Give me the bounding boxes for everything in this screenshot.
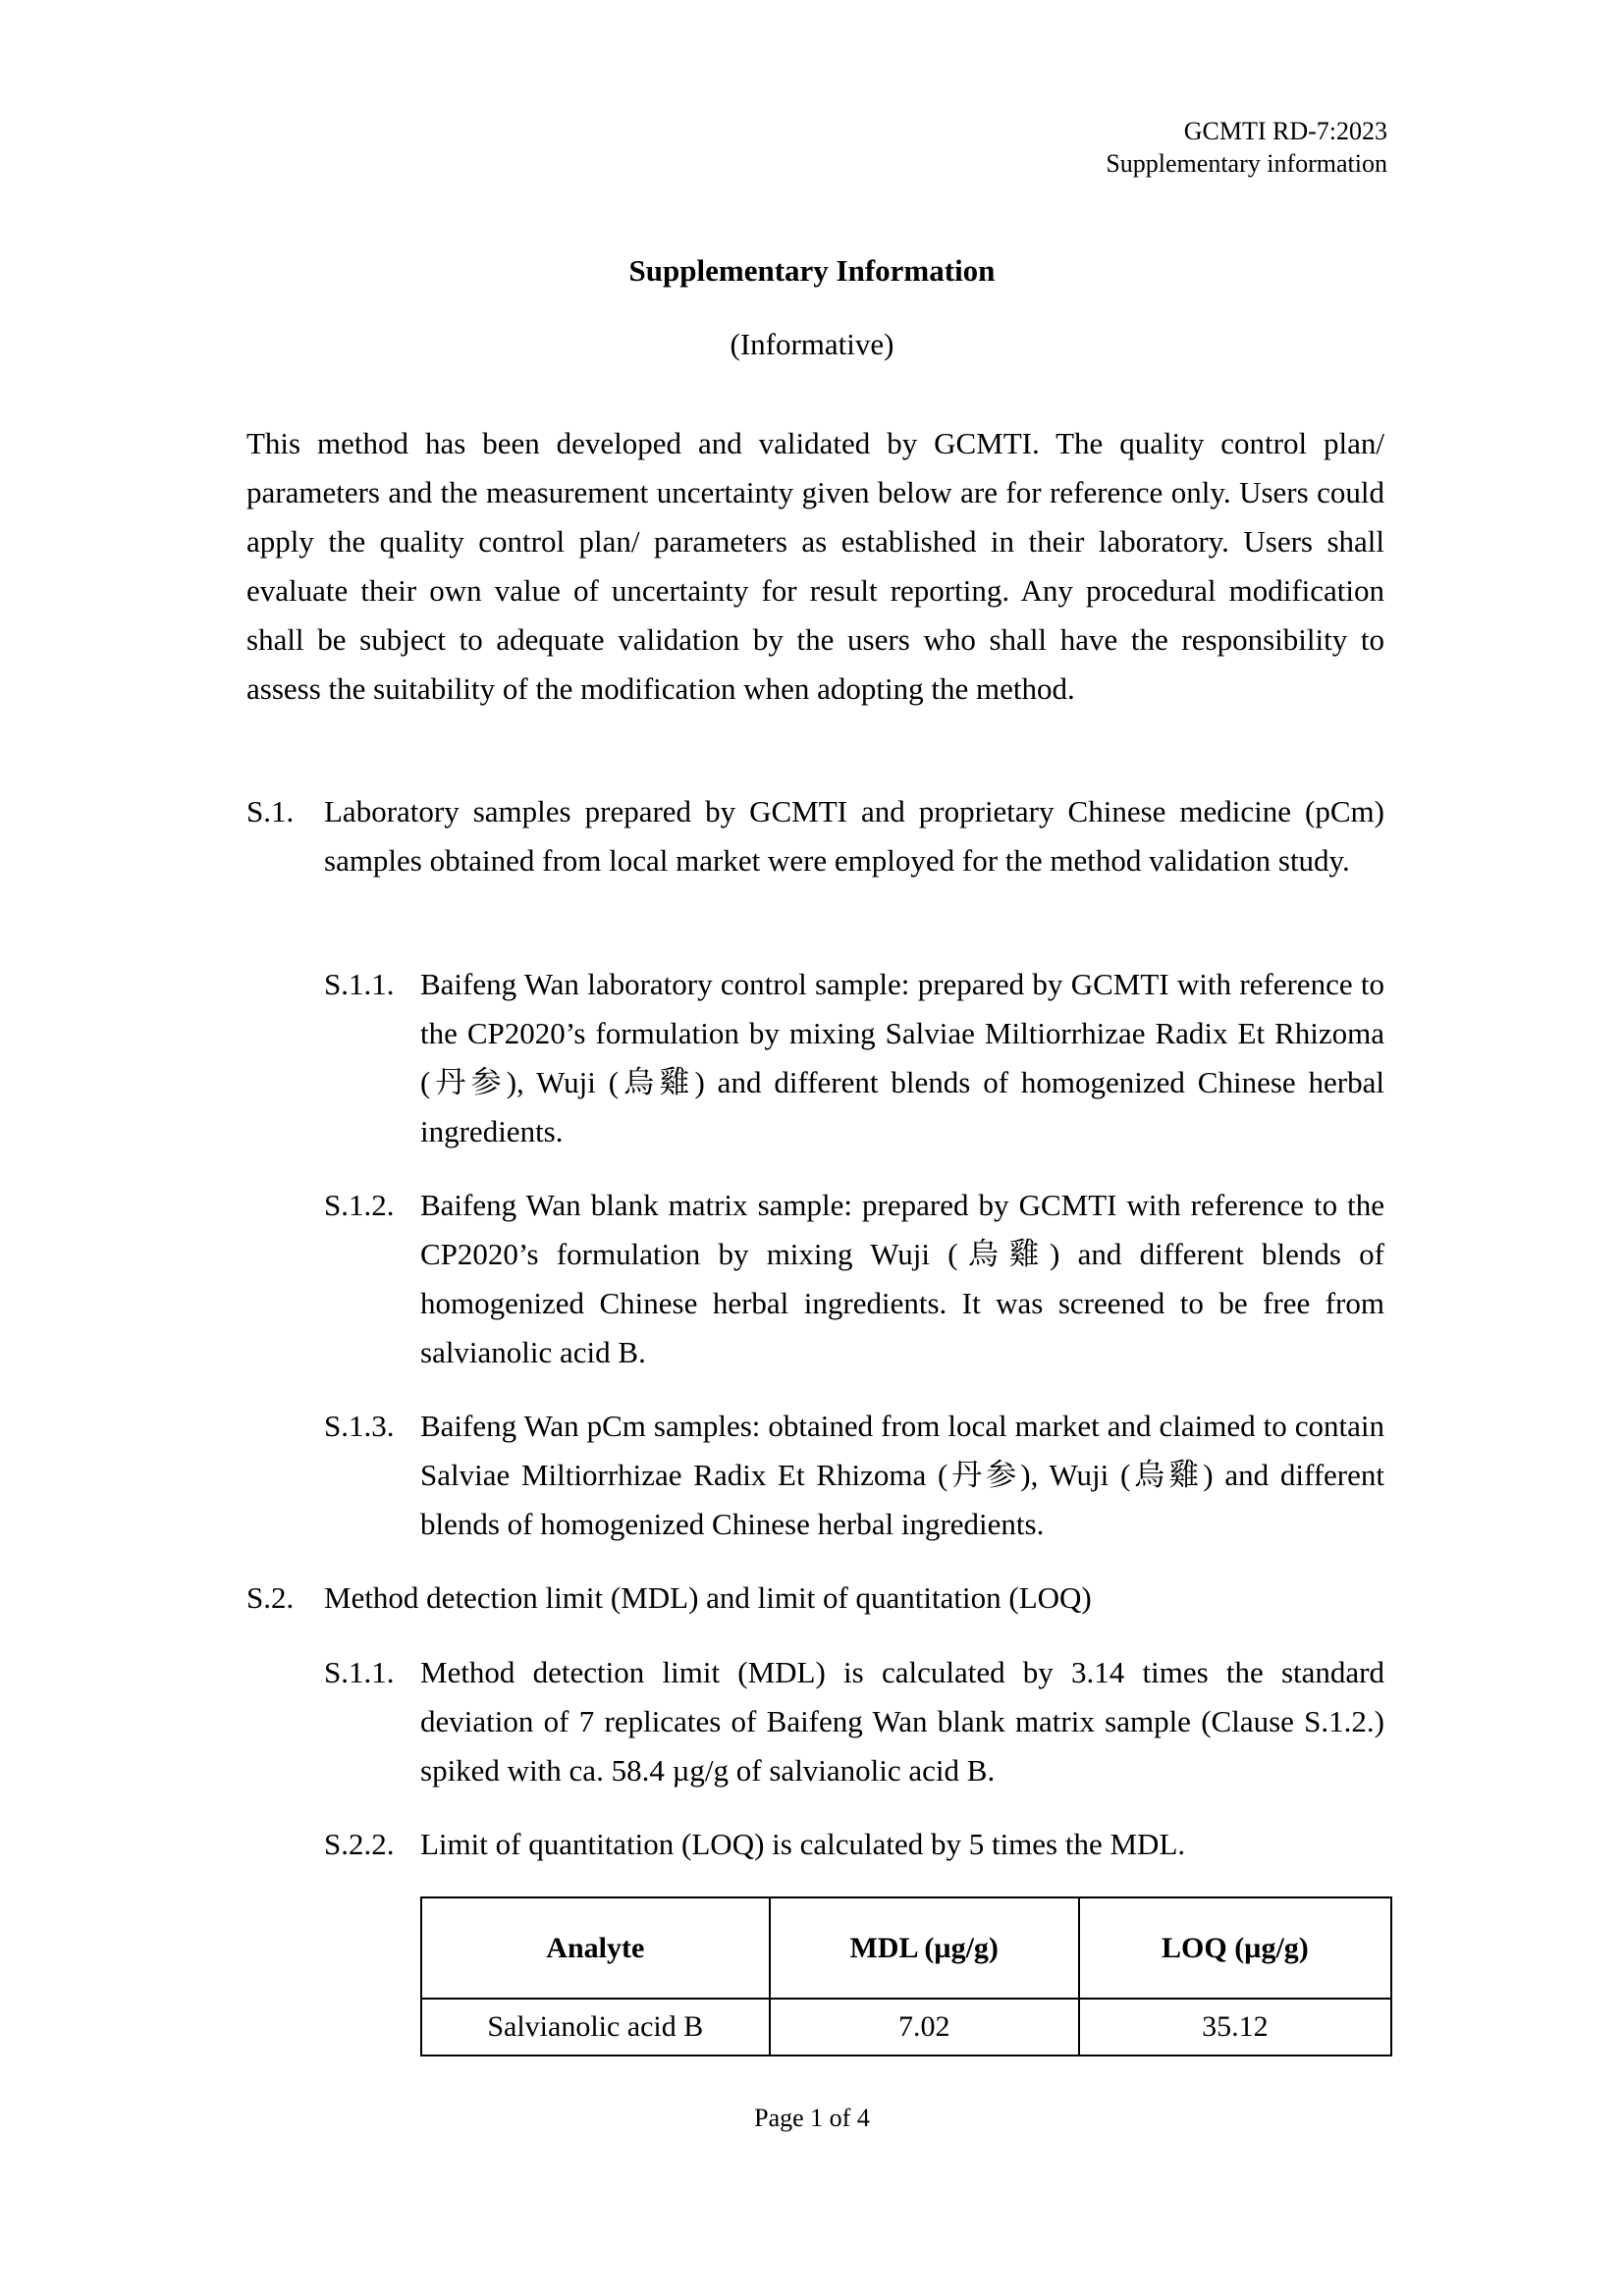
section-s1 (246, 787, 1384, 885)
document-type: Supplementary information (1106, 149, 1387, 178)
table-row (421, 1999, 1391, 2056)
clause-text: Method detection limit (MDL) is calculated by 3.14 times the standard deviation of 7 replicates of Baifeng Wan blank matrix sample (Clause S.1.2.) spiked with ca. 58.4 µg/g of salvianolic acid B. (420, 1655, 1384, 1788)
clause-s2-2 (324, 1820, 1384, 1869)
document-code: GCMTI RD-7:2023 (1183, 117, 1387, 145)
clause-text: Baifeng Wan pCm samples: obtained from local market and claimed to contain Salviae Miltiorrhizae Radix Et Rhizoma (丹参), Wuji (烏雞) and different blends of homogenized Chinese herbal ingredients. (420, 1409, 1384, 1541)
page-title: Supplementary Information (628, 253, 996, 288)
section-text: Method detection limit (MDL) and limit of quantitation (LOQ) (324, 1580, 1092, 1615)
clause-text: Baifeng Wan laboratory control sample: prepared by GCMTI with reference to the CP2020’s formulation by mixing Salviae Miltiorrhizae Radix Et Rhizoma (丹参), Wuji (烏雞) and different blends of homogenized Chinese herbal ingredients. (420, 967, 1384, 1148)
clause-number: S.1.3. (324, 1409, 395, 1443)
clause-text: Baifeng Wan blank matrix sample: prepared by GCMTI with reference to the CP2020’s formulation by mixing Wuji (烏雞) and different blends of homogenized Chinese herbal ingredients. It was screened to be free from salvianolic acid B. (420, 1188, 1384, 1369)
section-text: Laboratory samples prepared by GCMTI and proprietary Chinese medicine (pCm) samples obtained from local market were employed for the method validation study. (324, 794, 1384, 878)
mdl-loq-table (420, 1896, 1392, 2056)
page-number: Page 1 of 4 (754, 2104, 870, 2132)
page-subtitle: (Informative) (730, 327, 894, 361)
clause-s2-1 (324, 1648, 1384, 1795)
section-number: S.1. (246, 794, 295, 828)
clause-number: S.2.2. (324, 1827, 395, 1861)
cell-analyte: Salvianolic acid B (421, 1999, 770, 2056)
clause-number: S.1.1. (324, 1655, 395, 1689)
section-number: S.2. (246, 1580, 295, 1615)
clause-s1-2 (324, 1181, 1384, 1377)
intro-paragraph: This method has been developed and validated by GCMTI. The quality control plan/ parameters and the measurement uncertainty given below are for reference only. Users could apply the quality control plan/ parameters as established in their laboratory. Users shall evaluate their own value of uncertainty for result reporting. Any procedural modification shall be subject to adequate validation by the users who shall have the responsibility to assess the suitability of the modification when adopting the method. (246, 426, 1384, 706)
cell-mdl: 7.02 (770, 1999, 1079, 2056)
cell-loq: 35.12 (1079, 1999, 1391, 2056)
clause-text: Limit of quantitation (LOQ) is calculated by 5 times the MDL. (420, 1827, 1186, 1861)
column-header-loq: LOQ (µg/g) (1079, 1897, 1391, 1999)
section-s2 (246, 1574, 1384, 1623)
clause-s1-3 (324, 1402, 1384, 1549)
clause-number: S.1.1. (324, 967, 395, 1001)
column-header-mdl: MDL (µg/g) (770, 1897, 1079, 1999)
clause-number: S.1.2. (324, 1188, 395, 1222)
column-header-analyte: Analyte (421, 1897, 770, 1999)
document-header (1106, 115, 1387, 180)
clause-s1-1 (324, 960, 1384, 1156)
table-header-row (421, 1897, 1391, 1999)
